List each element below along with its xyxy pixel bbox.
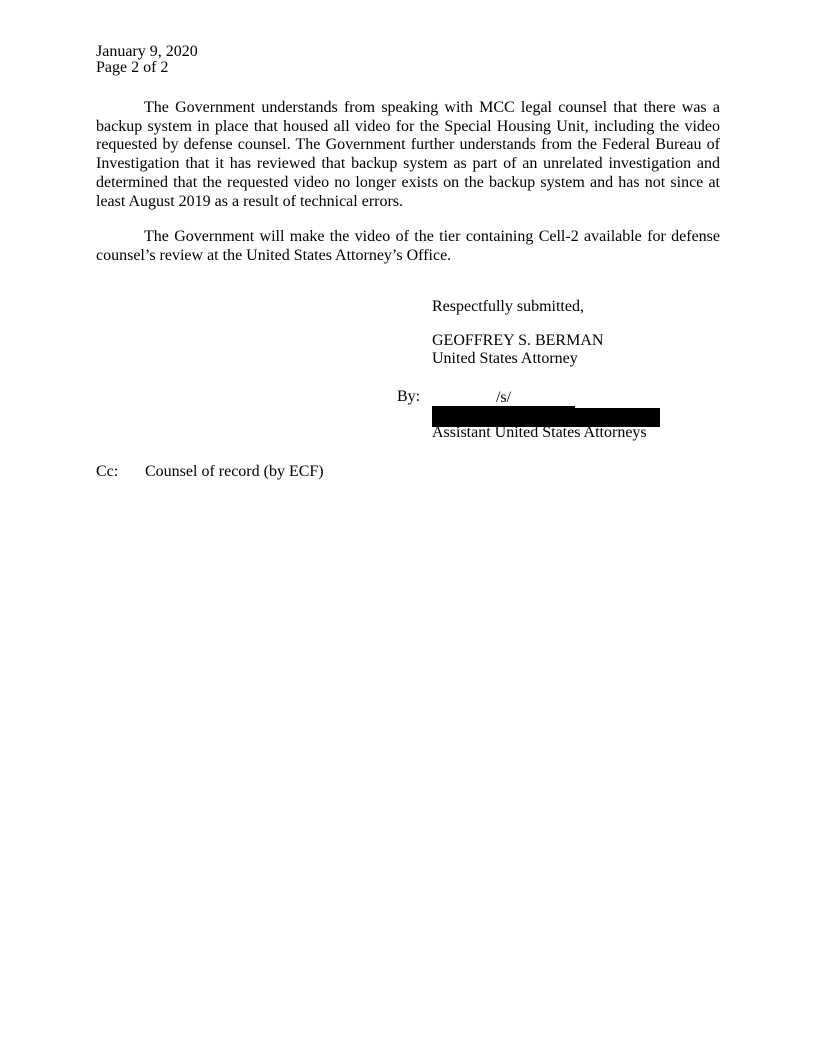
paragraph-backup-system: The Government understands from speaking with MCC legal counsel that there was a backup system in place that housed all video for the Special Housing Unit, including the video requested by defense counsel. The Government further understands from the Federal Bureau of Investigation that it has reviewed that backup system as part of an unrelated investigation and determined that the requested video no longer exists on the backup system and has not since at least August 2019 as a result of technical errors. [96,99,720,210]
letter-date: January 9, 2020 [96,43,198,60]
page-number-label: Page 2 of 2 [96,59,169,77]
by-label: By: [397,388,421,405]
cc-label: Cc: [96,463,119,480]
signature-s-mark: /s/ [495,389,512,406]
letter-header [96,44,198,77]
signers-role-line: Assistant United States Attorneys [432,424,647,441]
paragraph-video-availability: The Government will make the video of the tier containing Cell-2 available for defense counsel’s review at the United States Attorney’s Office. [96,228,720,264]
signature-line [432,390,575,408]
cc-recipients: Counsel of record (by ECF) [145,463,324,480]
signer-title: United States Attorney [432,350,578,367]
closing-line: Respectfully submitted, [432,298,584,315]
signer-name: GEOFFREY S. BERMAN [432,332,604,349]
cc-line [96,463,324,482]
